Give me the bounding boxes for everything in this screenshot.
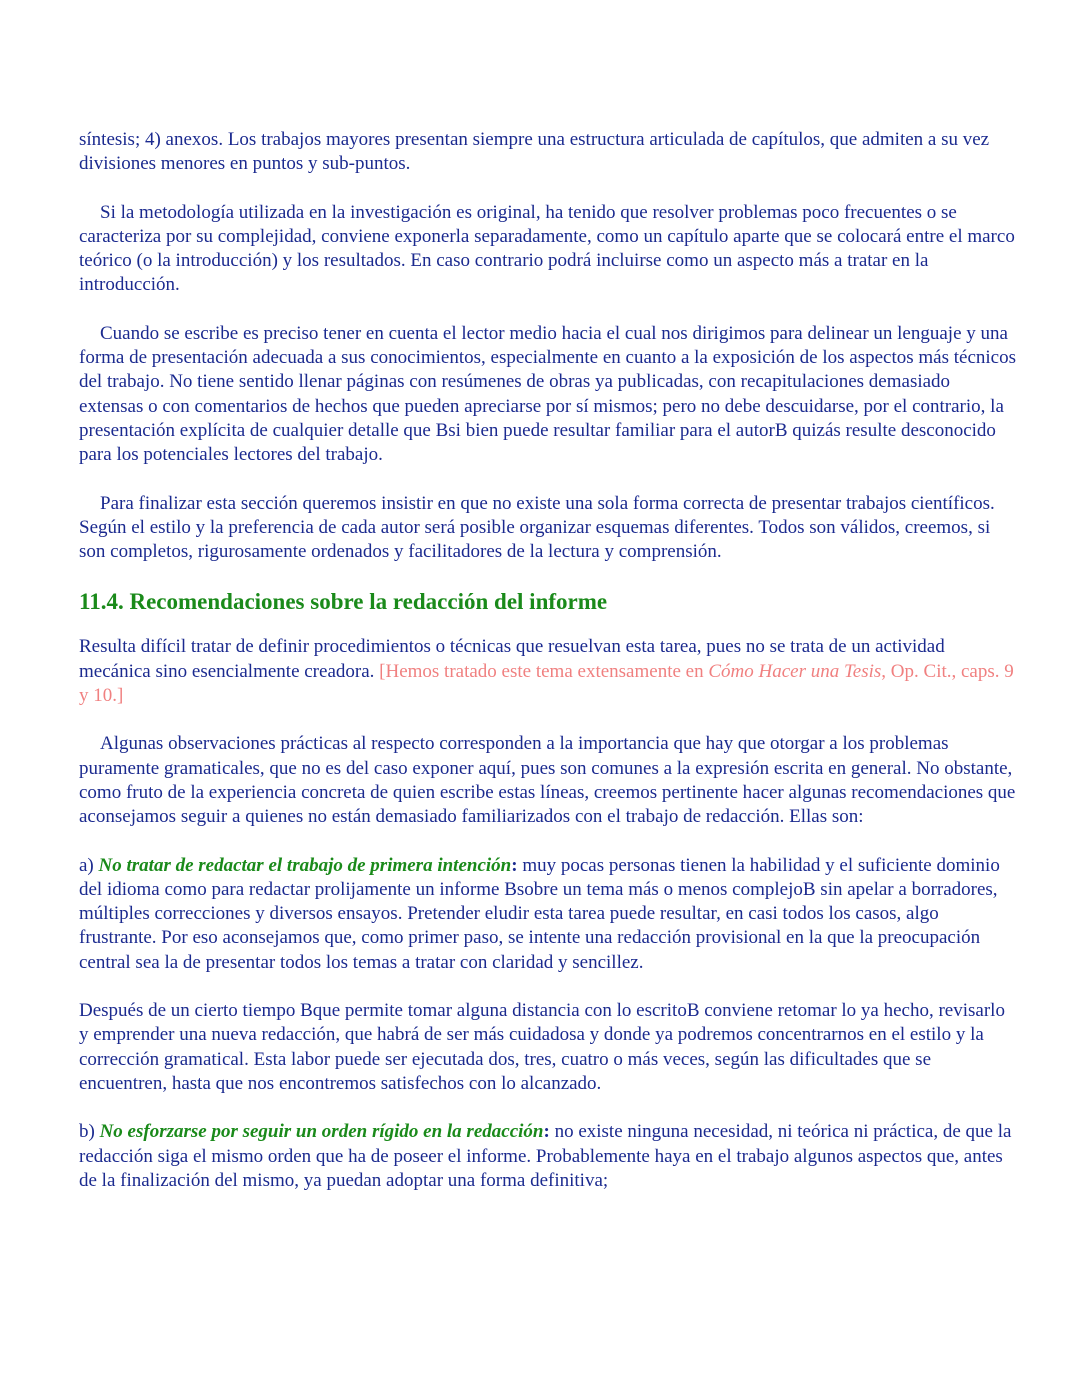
recommendation-a-marker: a) [79, 854, 99, 876]
reference-title: Cómo Hacer una Tesis [708, 660, 882, 682]
recommendation-a [79, 854, 1019, 975]
recommendation-b-marker: b) [79, 1121, 100, 1143]
paragraph-reader: Cuando se escribe es preciso tener en cuenta el lector medio hacia el cual nos dirigimos para delinear un lenguaje y una forma de presentación adecuada a sus conocimientos, especialmente en cuanto a la exposición de los aspectos más técnicos del trabajo. No tiene sentido llenar páginas con resúmenes de obras ya publicadas, con recapitulaciones demasiado extensas o con comentarios de hechos que pueden apreciarse por sí mismos; pero no debe descuidarse, por el contrario, la presentación explícita de cualquier detalle que Bsi bien puede resultar familiar para el autorB quizás resulte desconocido para los potenciales lectores del trabajo. [79, 322, 1016, 466]
paragraph-intro-text: Resulta difícil tratar de definir procedimientos o técnicas que resuelvan esta tarea, pues no se trata de un actividad mecánica sino esencialmente creadora. [79, 636, 945, 682]
recommendation-b-colon: : [543, 1121, 550, 1143]
reference-suffix: , Op. Cit., caps. 9 y 10.] [79, 660, 1014, 707]
reference-prefix: [Hemos tratado este tema extensamente en [379, 660, 709, 682]
paragraph-intro [79, 635, 1019, 708]
recommendation-b-title: No esforzarse por seguir un orden rígido en la redacción [99, 1121, 544, 1143]
recommendation-a-title: No tratar de redactar el trabajo de primera intención [98, 854, 512, 876]
section-heading: 11.4. Recomendaciones sobre la redacción del informe [79, 589, 608, 615]
recommendation-a-text: muy pocas personas tienen la habilidad y el suficiente dominio del idioma como para redactar prolijamente un informe Bsobre un tema más o menos complejoB sin apelar a borradores, múltiples correcciones y diversos ensayos. Pretender eludir esta tarea puede resultar, en casi todos los casos, algo frustrante. Por eso aconsejamos que, como primer paso, se intente una redacción provisional en la que la preocupación central sea la de presentar todos los temas a tratar con claridad y sencillez. [79, 854, 1000, 973]
paragraph-observations: Algunas observaciones prácticas al respecto corresponden a la importancia que hay que otorgar a los problemas puramente gramaticales, que no es del caso exponer aquí, pues son comunes a la expresión escrita en general. No obstante, como fruto de la experiencia concreta de quien escribe estas líneas, creemos pertinente hacer algunas recomendaciones que aconsejamos seguir a quienes no están demasiado familiarizados con el trabajo de redacción. Ellas son: [79, 733, 1016, 828]
paragraph-conclusion: Para finalizar esta sección queremos insistir en que no existe una sola forma correcta de presentar trabajos científicos. Según el estilo y la preferencia de cada autor será posible organizar esquemas diferentes. Todos son válidos, creemos, si son completos, rigurosamente ordenados y facilitadores de la lectura y comprensión. [79, 492, 995, 563]
paragraph-revision: Después de un cierto tiempo Bque permite tomar alguna distancia con lo escritoB conviene retomar lo ya hecho, revisarlo y emprender una nueva redacción, que habrá de ser más cuidadosa y donde ya podremos concentrarnos en el estilo y la corrección gramatical. Esta labor puede ser ejecutada dos, tres, cuatro o más veces, según las dificultades que se encuentren, hasta que nos encontremos satisfechos con lo alcanzado. [79, 1000, 1005, 1094]
document-page [79, 128, 1019, 1217]
recommendation-b [79, 1120, 1019, 1193]
recommendation-b-text: no existe ninguna necesidad, ni teórica ni práctica, de que la redacción siga el mismo orden que ha de poseer el informe. Probablemente haya en el trabajo algunos aspectos que, antes de la finalización del mismo, ya puedan adoptar una forma definitiva; [79, 1121, 1012, 1191]
recommendation-a-colon: : [511, 854, 518, 876]
paragraph-methodology: Si la metodología utilizada en la investigación es original, ha tenido que resolver problemas poco frecuentes o se caracteriza por su complejidad, conviene exponerla separadamente, como un capítulo aparte que se colocará entre el marco teórico (o la introducción) y los resultados. En caso contrario podrá incluirse como un aspecto más a tratar en la introducción. [79, 201, 1015, 296]
paragraph-continuation: síntesis; 4) anexos. Los trabajos mayores presentan siempre una estructura articulada de capítulos, que admiten a su vez divisiones menores en puntos y sub-puntos. [79, 129, 990, 175]
